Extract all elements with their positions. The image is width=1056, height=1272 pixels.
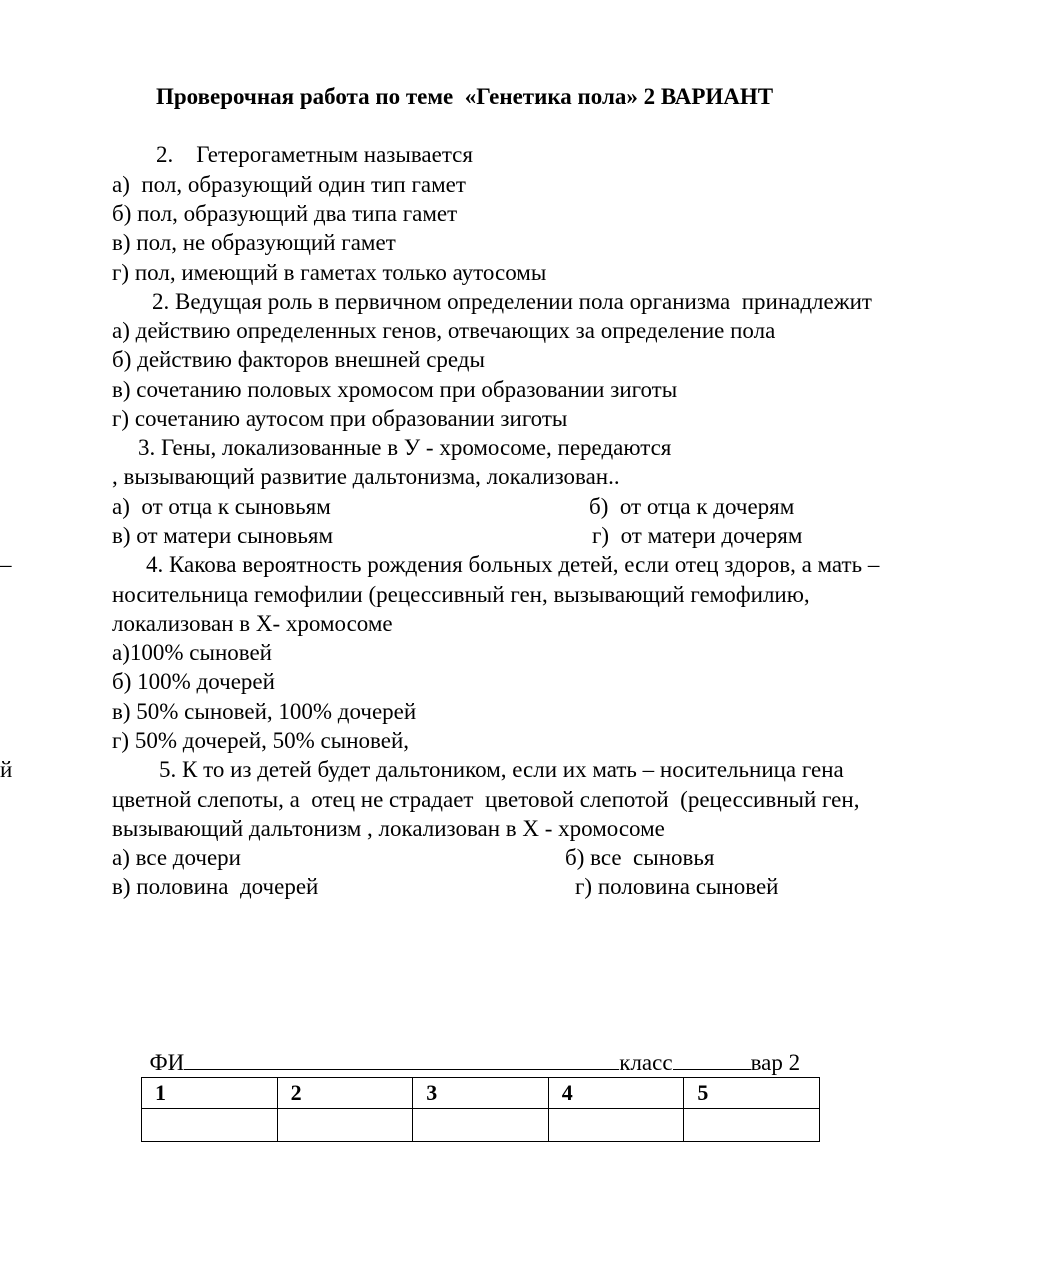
fi-label: ФИ xyxy=(149,1050,185,1075)
question-2-option-a: а) действию определенных генов, отвечающих за определение пола xyxy=(112,318,776,343)
question-4-stem-line-2: носительница гемофилии (рецессивный ген, вызывающий гемофилию, xyxy=(112,582,810,607)
answer-cell-2[interactable] xyxy=(277,1109,413,1142)
student-info-line xyxy=(138,1019,800,1077)
question-4-stem-line-3: локализован в Х- хромосоме xyxy=(112,611,393,636)
question-3-option-a: а) от отца к сыновьям xyxy=(112,494,331,519)
question-2-option-d: г) сочетанию аутосом при образовании зиготы xyxy=(112,406,568,431)
class-blank[interactable] xyxy=(673,1048,751,1070)
question-3-option-c: в) от матери сыновьям xyxy=(112,523,334,548)
question-4-option-c: в) 50% сыновей, 100% дочерей xyxy=(112,699,417,724)
question-5-option-d: г) половина сыновей xyxy=(575,874,779,899)
answer-table-header-row xyxy=(142,1078,820,1109)
question-3-stem-continued: , вызывающий развитие дальтонизма, локализован.. xyxy=(112,464,620,489)
class-label: класс xyxy=(619,1050,673,1075)
margin-mark-letter: й xyxy=(0,757,13,782)
question-5-stem-line-2: цветной слепоты, а отец не страдает цветовой слепотой (рецессивный ген, xyxy=(112,787,860,812)
question-2-option-b: б) действию факторов внешней среды xyxy=(112,347,485,372)
question-1-option-d: г) пол, имеющий в гаметах только аутосомы xyxy=(112,260,547,285)
question-4-option-d: г) 50% дочерей, 50% сыновей, xyxy=(112,728,410,753)
answer-header-cell: 1 xyxy=(142,1078,278,1109)
answer-cell-5[interactable] xyxy=(684,1109,820,1142)
margin-mark-dash: – xyxy=(0,552,12,577)
question-2-option-c: в) сочетанию половых хромосом при образовании зиготы xyxy=(112,377,678,402)
question-1-option-b: б) пол, образующий два типа гамет xyxy=(112,201,458,226)
question-2-stem: 2. Ведущая роль в первичном определении пола организма принадлежит xyxy=(152,289,872,314)
question-3-option-d: г) от матери дочерям xyxy=(592,523,803,548)
answer-table-input-row xyxy=(142,1109,820,1142)
question-3-option-b: б) от отца к дочерям xyxy=(589,494,795,519)
question-1-stem: 2. Гетерогаметным называется xyxy=(156,142,473,167)
question-5-option-b: б) все сыновья xyxy=(565,845,715,870)
question-1-option-a: а) пол, образующий один тип гамет xyxy=(112,172,466,197)
page-title: Проверочная работа по теме «Генетика пола» 2 ВАРИАНТ xyxy=(156,84,774,109)
answer-header-cell: 5 xyxy=(684,1078,820,1109)
answer-cell-1[interactable] xyxy=(142,1109,278,1142)
question-4-option-a: а)100% сыновей xyxy=(112,640,272,665)
question-5-stem-line-3: вызывающий дальтонизм , локализован в Х - хромосоме xyxy=(112,816,665,841)
question-3-stem: 3. Гены, локализованные в У - хромосоме, передаются xyxy=(138,435,672,460)
answer-header-cell: 2 xyxy=(277,1078,413,1109)
answer-cell-3[interactable] xyxy=(413,1109,549,1142)
question-4-stem: 4. Какова вероятность рождения больных детей, если отец здоров, а мать – xyxy=(146,552,880,577)
question-1-option-c: в) пол, не образующий гамет xyxy=(112,230,396,255)
question-5-option-a: а) все дочери xyxy=(112,845,241,870)
answer-header-cell: 4 xyxy=(548,1078,684,1109)
variant-label: вар 2 xyxy=(750,1050,801,1075)
answer-header-cell: 3 xyxy=(413,1078,549,1109)
answer-table xyxy=(141,1077,820,1142)
question-4-option-b: б) 100% дочерей xyxy=(112,669,275,694)
question-5-option-c: в) половина дочерей xyxy=(112,874,319,899)
answer-cell-4[interactable] xyxy=(548,1109,684,1142)
name-blank[interactable] xyxy=(184,1048,619,1070)
question-5-stem: 5. К то из детей будет дальтоником, если их мать – носительница гена xyxy=(159,757,844,782)
